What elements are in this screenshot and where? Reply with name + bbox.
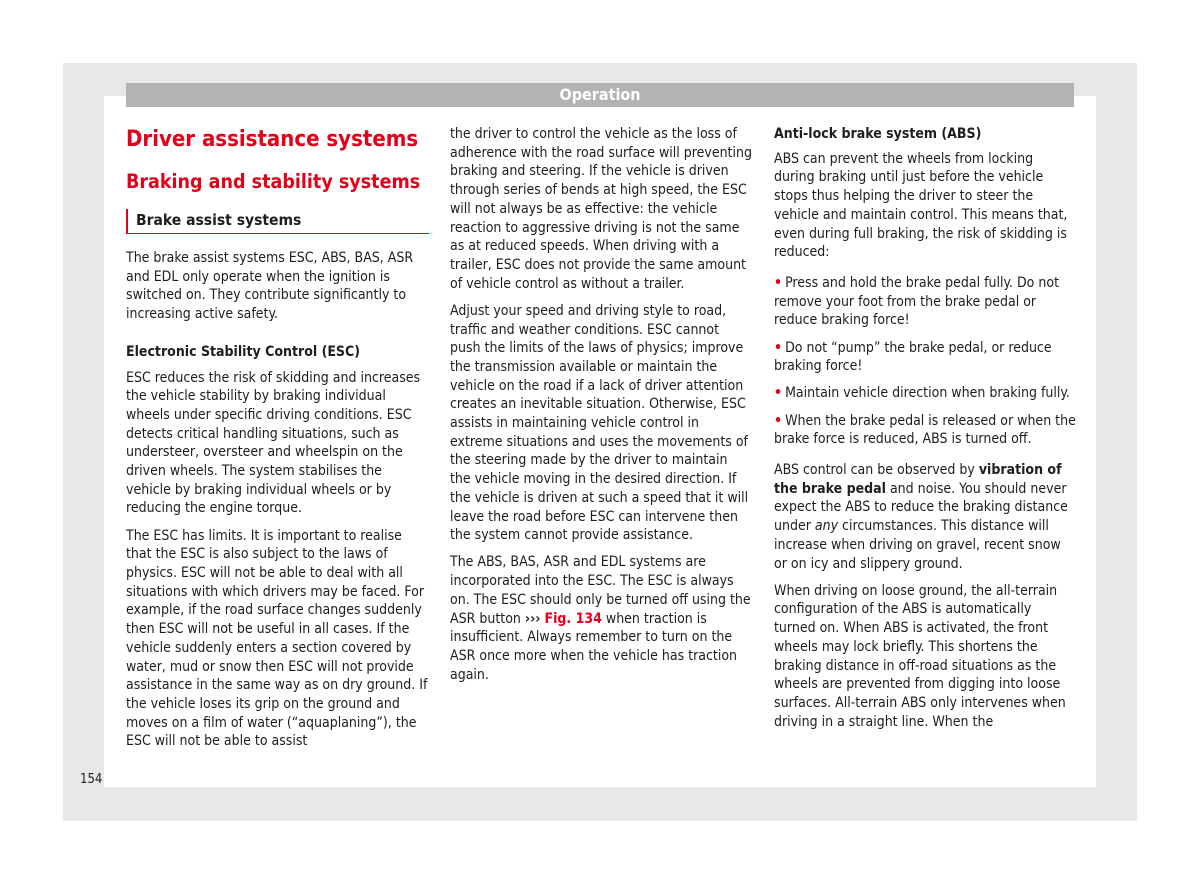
column-middle	[450, 125, 752, 693]
abs-p2-emphasis: vibration of the brake pedal	[774, 462, 1062, 497]
intro-paragraph: The brake assist systems ESC, ABS, BAS, ASR and EDL only operate when the ignition is switched on. They contribute significantly to increasing active safety.	[126, 250, 414, 323]
section-heading: Brake assist systems	[126, 209, 429, 234]
esc-paragraph-3: the driver to control the vehicle as the loss of adherence with the road surface will preventing braking and steering. If the vehicle is driven through series of bends at high speed, the ESC will not always be as effective: the vehicle reaction to aggressive driving is not the same as at reduced speeds. When driving with a trailer, ESC does not provide the same amount of vehicle control as without a trailer.	[450, 126, 752, 292]
abs-bullet-list	[774, 274, 1076, 449]
esc-p5-text-b: when traction is insufficient. Always remember to turn on the ASR once more when the vehicle has traction again.	[450, 610, 738, 683]
abs-p2-text-b: and noise. You should never expect the ABS to reduce the braking distance under	[774, 480, 1068, 535]
abs-p2-text-c: circumstances. This distance will increase when driving on gravel, recent snow or on icy and slippery ground.	[774, 518, 1061, 572]
list-item	[774, 412, 1076, 449]
bullet-text: When the brake pedal is released or when the brake force is reduced, ABS is turned off.	[774, 412, 1076, 448]
abs-heading: Anti-lock brake system (ABS)	[774, 126, 982, 142]
esc-paragraph-1: ESC reduces the risk of skidding and increases the vehicle stability by braking individual wheels under specific driving conditions. ESC detects critical handling situations, such as understeer, oversteer and wheelspin on the driven wheels. The system stabilises the vehicle by braking individual wheels or by reducing the engine torque.	[126, 369, 421, 517]
column-right	[774, 125, 1076, 740]
esc-paragraph-4: Adjust your speed and driving style to road, traffic and weather conditions. ESC cannot push the limits of the laws of physics; improve the transmission available or maintain the vehicle on the road if a lack of driver attention creates an inevitable situation. Otherwise, ESC assists in maintaining vehicle control in extreme situations and uses the movements of the steering made by the driver to maintain the vehicle moving in the desired direction. If the vehicle is driven at such a speed that it will leave the road before ESC can intervene then the system cannot provide assistance.	[450, 302, 749, 544]
esc-p5-text-a: The ABS, BAS, ASR and EDL systems are incorporated into the ESC. The ESC is always on. The ESC should only be turned off using the ASR button	[450, 554, 751, 627]
bullet-text: Press and hold the brake pedal fully. Do not remove your foot from the brake pedal or reduce braking force!	[774, 274, 1060, 329]
esc-heading: Electronic Stability Control (ESC)	[126, 343, 360, 360]
chapter-subtitle: Braking and stability systems	[126, 170, 421, 193]
abs-paragraph-3: When driving on loose ground, the all-terrain configuration of the ABS is automatically turned on. When ABS is activated, the front wheels may lock briefly. This shortens the braking distance in off-road situations as the wheels are prevented from digging into loose surfaces. All-terrain ABS only intervenes when driving in a straight line. When the	[774, 582, 1066, 730]
bullet-text: Maintain vehicle direction when braking fully.	[785, 385, 1070, 402]
bullet-icon: •	[774, 412, 783, 429]
list-item	[774, 274, 1076, 330]
page-number: 154	[80, 772, 103, 787]
bullet-icon: •	[774, 385, 783, 402]
abs-paragraph-2	[774, 461, 1076, 573]
abs-p2-italic: any	[814, 518, 839, 535]
figure-reference-link[interactable]: Fig. 134	[544, 610, 602, 627]
esc-paragraph-2: The ESC has limits. It is important to realise that the ESC is also subject to the laws of physics. ESC will not be able to deal with all situations with which drivers may be faced. For example, if the road surface changes suddenly then ESC will not be useful in all cases. If the vehicle suddenly enters a section covered by water, mud or snow then ESC will not provide assistance in the same way as on dry ground. If the vehicle loses its grip on the ground and moves on a film of water (“aquaplaning”), the ESC will not be able to assist	[126, 527, 428, 750]
bullet-icon: •	[774, 274, 783, 291]
chapter-title: Driver assistance systems	[126, 127, 419, 152]
column-left	[126, 126, 429, 760]
list-item	[774, 339, 1076, 376]
bullet-text: Do not “pump” the brake pedal, or reduce braking force!	[774, 339, 1052, 375]
list-item	[774, 384, 1076, 403]
esc-paragraph-5	[450, 553, 752, 684]
section-header-bar	[126, 83, 1074, 107]
cross-reference-arrow: ›››	[524, 610, 541, 627]
bullet-icon: •	[774, 339, 783, 356]
abs-paragraph-1: ABS can prevent the wheels from locking during braking until just before the vehicle stops thus helping the driver to steer the vehicle and maintain control. This means that, even during full braking, the risk of skidding is reduced:	[774, 150, 1068, 261]
section-title: Operation	[559, 85, 641, 104]
abs-p2-text-a: ABS control can be observed by	[774, 462, 979, 479]
